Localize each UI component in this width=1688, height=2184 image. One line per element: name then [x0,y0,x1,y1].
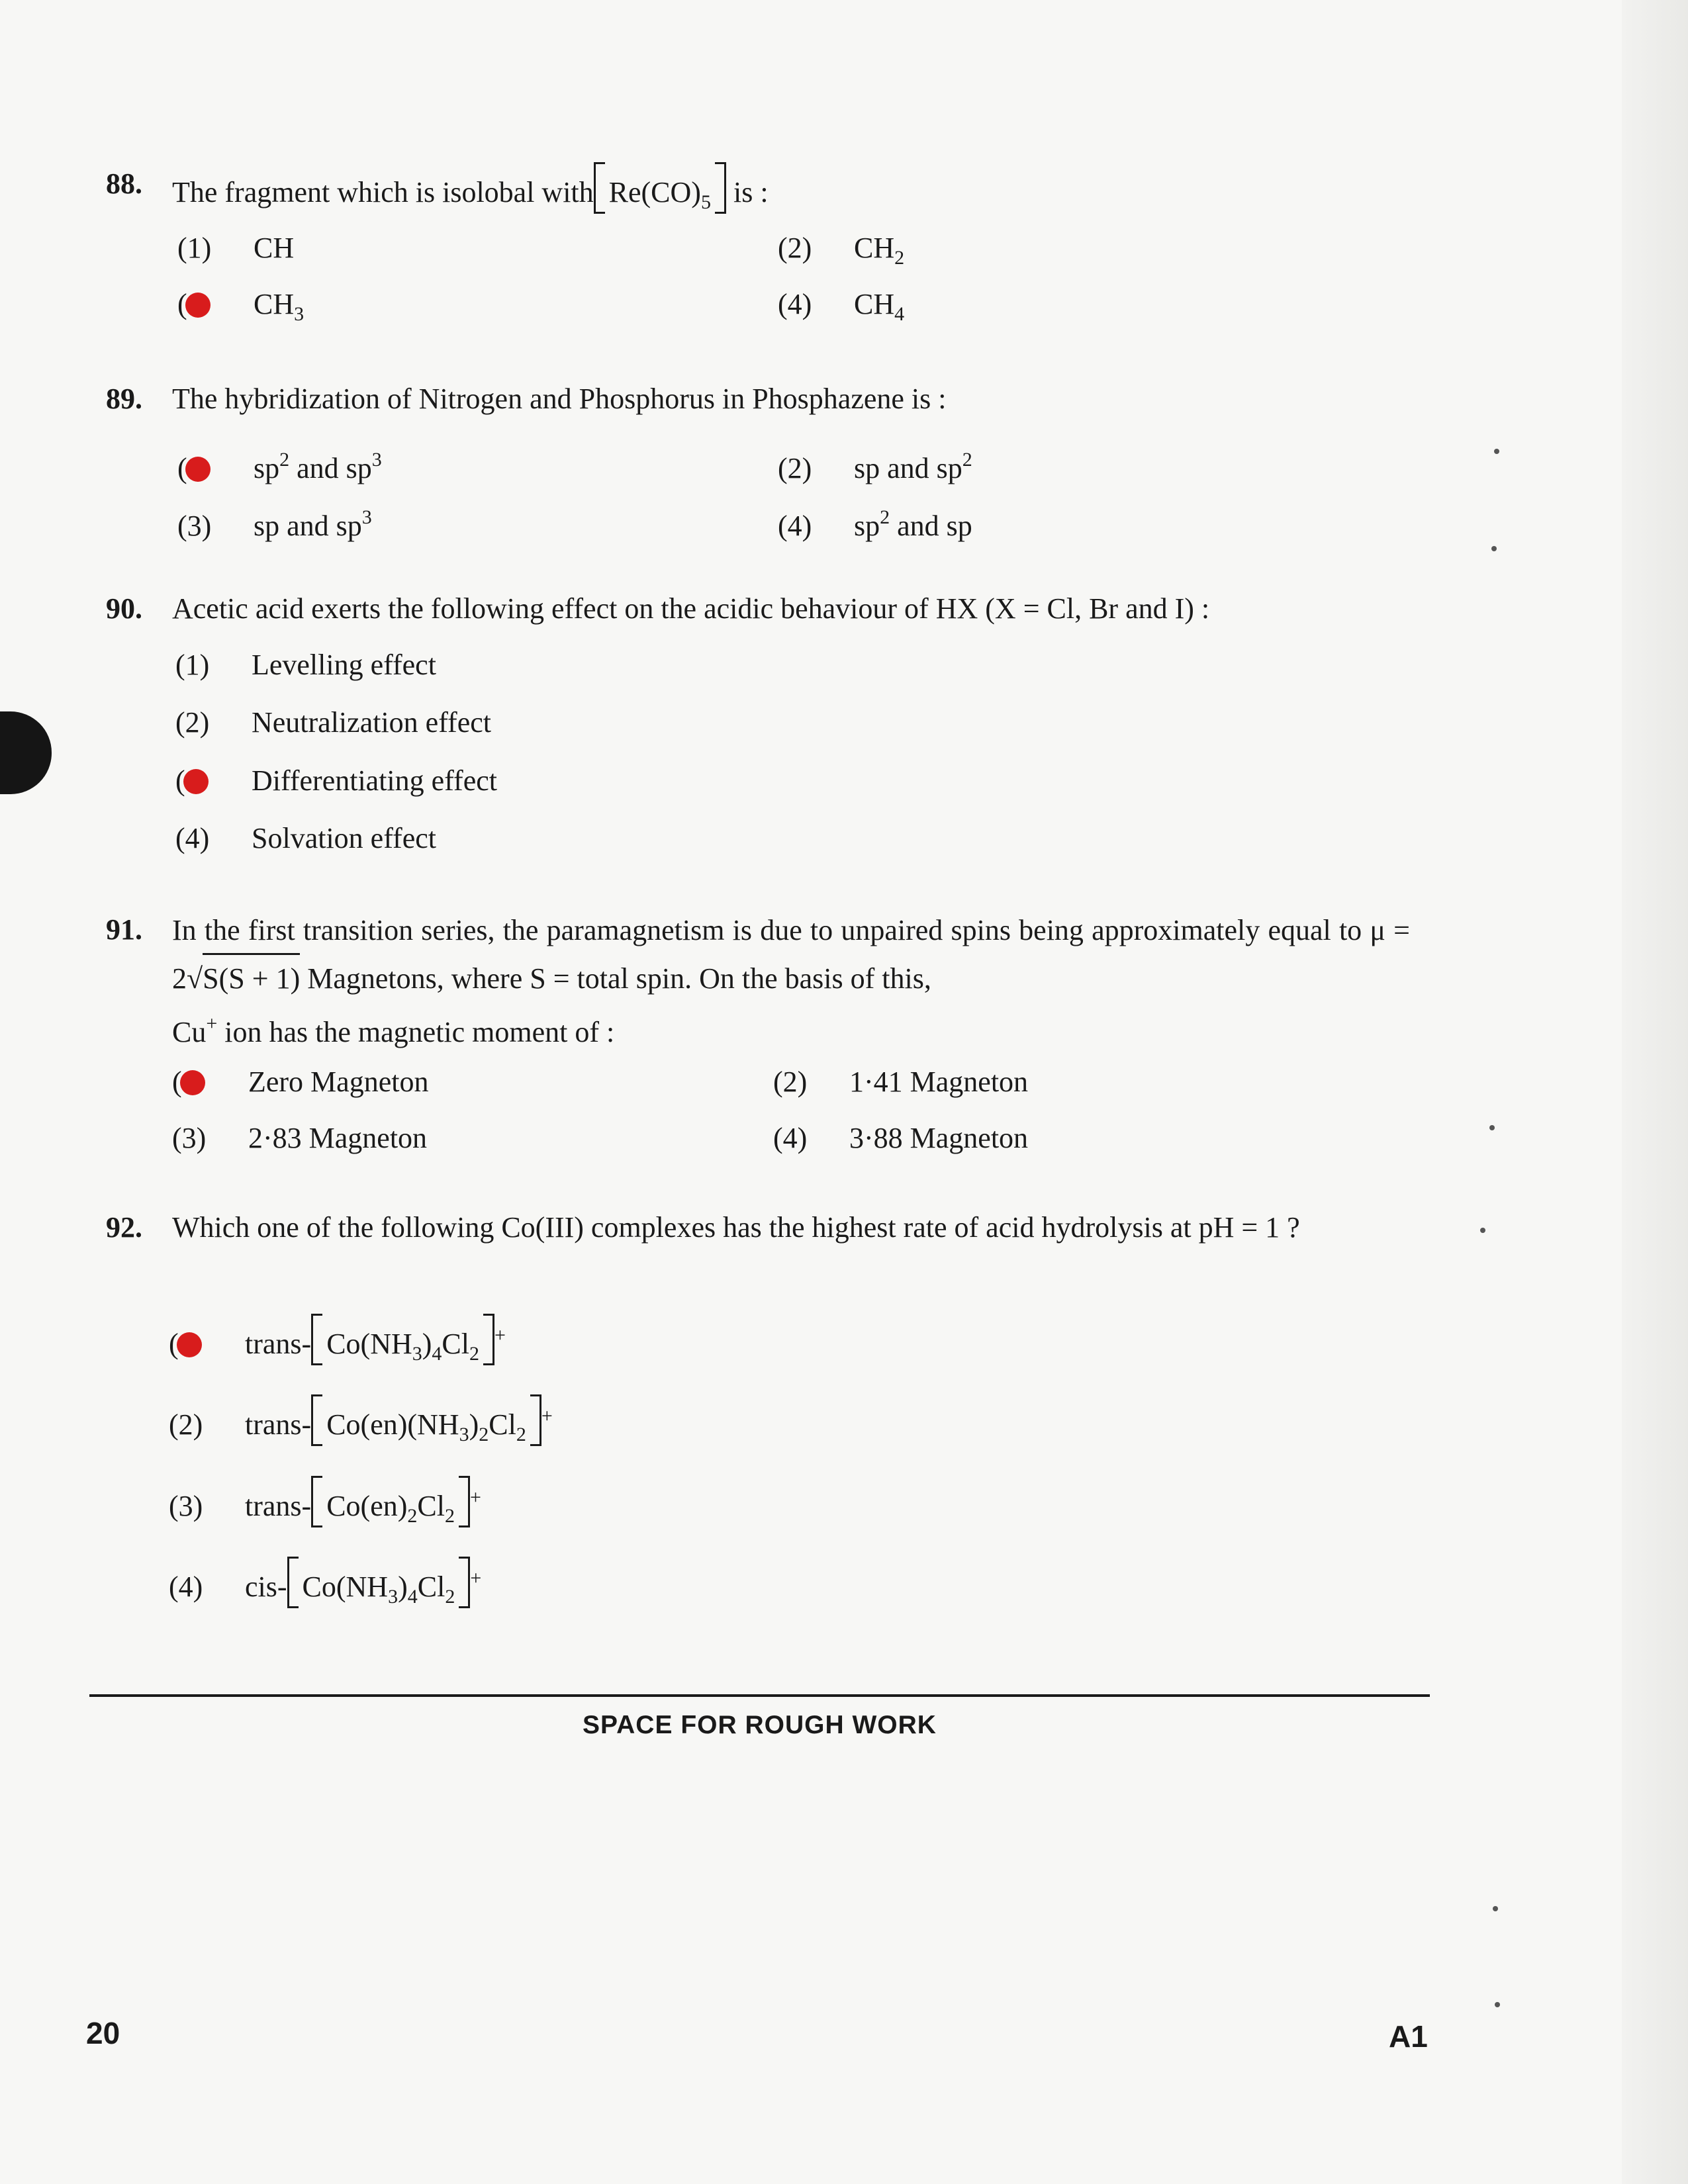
question-number: 90. [106,592,142,625]
speck [1480,1228,1485,1233]
question-text: In the first transition series, the paramagnetism is due to unpaired spins being approximately equal to μ = 2√S(S + 1) Magnetons, where S = total spin. On the basis of this, Cu+ ion has the magnetic moment of : [172,914,1410,1048]
speck [1493,1906,1498,1911]
option-92-4[interactable]: (4) cis- $Co(NH_3)_4Cl_2^+$ [169,1557,481,1617]
option-88-2[interactable]: (2) $CH_2$ [778,232,905,269]
rough-work-label: SPACE FOR ROUGH WORK [583,1711,937,1739]
option-91-3[interactable]: (3) 2·83 Magneton [172,1122,428,1154]
page-edge [1622,0,1688,2184]
square-root: S(S + 1) [203,953,300,1001]
booklet-code: A1 [1389,2019,1428,2054]
option-92-3[interactable]: (3) trans- $Co(en)_2Cl_2^+$ [169,1476,481,1536]
option-92-1[interactable]: (trans- $Co(NH_3)_4Cl_2^+$ [169,1314,506,1374]
option-90-4[interactable]: (4) Solvation effect [175,822,436,854]
question-90 [106,587,1410,631]
rough-work-divider [89,1694,1430,1697]
question-text: The fragment which is isolobal with $Re(CO)_5$ is : [172,162,1410,224]
right-bracket [715,162,726,214]
speck [1495,2002,1500,2007]
page-number: 20 [86,2016,120,2050]
speck [1489,1125,1495,1130]
question-91 [106,908,1410,1055]
question-number: 92. [106,1211,142,1244]
option-88-3[interactable]: ($CH_3$ [177,285,304,334]
option-90-2[interactable]: (2) Neutralization effect [175,706,491,739]
question-92 [106,1206,1410,1250]
option-92-2[interactable]: (2) trans- $Co(en)(NH_3)_2Cl_2^+$ [169,1394,553,1455]
question-number: 91. [106,913,142,946]
option-89-4[interactable]: (4) $sp^2$ and sp [778,506,972,542]
answer-mark [169,1324,245,1364]
question-number: 89. [106,383,142,415]
option-90-3[interactable]: (Differentiating effect [175,761,497,801]
speck [1491,546,1497,551]
question-89 [106,377,1410,421]
option-88-1[interactable]: (1) CH [177,232,295,264]
option-89-3[interactable]: (3) sp and $sp^3$ [177,506,372,542]
question-88 [106,162,1410,224]
question-number: 88. [106,167,142,200]
question-text: Which one of the following Co(III) complexes has the highest rate of acid hydrolysis at pH = 1 ? [172,1211,1300,1244]
side-tab-mark [0,711,52,794]
option-91-2[interactable]: (2) 1·41 Magneton [773,1066,1029,1098]
option-90-1[interactable]: (1) Levelling effect [175,649,436,681]
option-89-1[interactable]: ($sp^2$ and $sp^3$ [177,440,382,488]
option-91-1[interactable]: (Zero Magneton [172,1062,428,1102]
answer-mark [175,761,252,801]
option-88-4[interactable]: (4) $CH_4$ [778,288,905,325]
speck [1494,449,1499,454]
question-text: The hybridization of Nitrogen and Phosphorus in Phosphazene is : [172,383,947,415]
answer-mark [172,1062,248,1102]
option-91-4[interactable]: (4) 3·88 Magneton [773,1122,1029,1154]
question-text: Acetic acid exerts the following effect on the acidic behaviour of HX (X = Cl, Br and I) : [172,592,1210,625]
answer-mark [177,449,254,488]
left-bracket [594,162,605,214]
answer-mark [177,285,254,324]
option-89-2[interactable]: (2) sp and $sp^2$ [778,449,972,484]
